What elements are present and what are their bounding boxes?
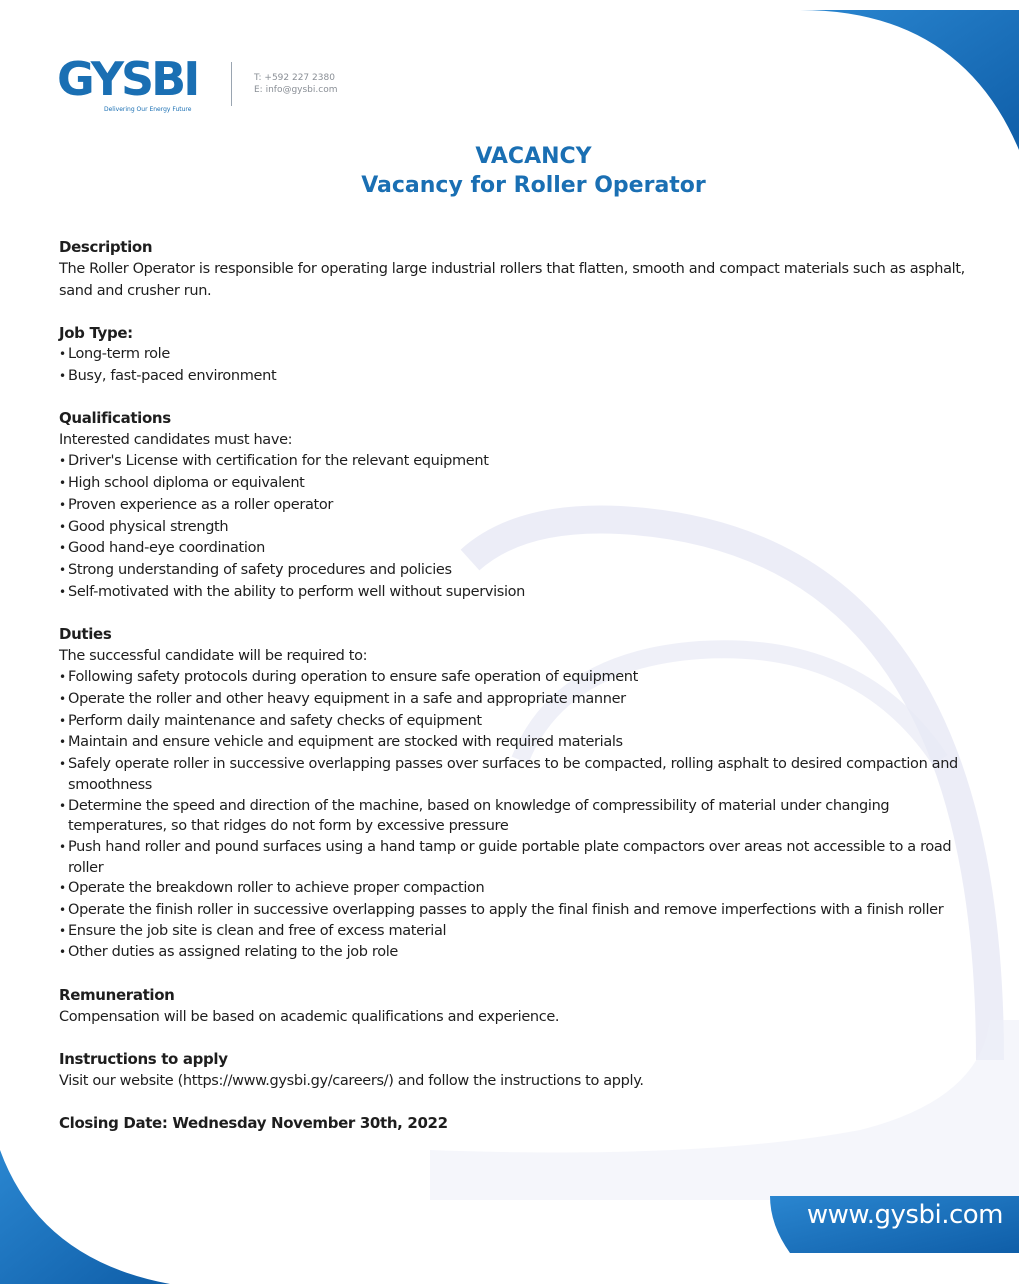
duties-list <box>59 667 989 964</box>
list-item: • High school diploma or equivalent <box>59 473 989 495</box>
list-item: • Push hand roller and pound surfaces using a hand tamp or guide portable plate compactors over areas not accessible to a road roller <box>59 837 989 878</box>
description-section <box>59 236 989 302</box>
phone-number: T: +592 227 2380 <box>254 73 335 83</box>
title-block <box>0 143 1019 201</box>
logo-tagline: Delivering Our Energy Future <box>104 106 192 113</box>
vacancy-content <box>59 236 989 1134</box>
qualifications-section <box>59 407 989 603</box>
job-type-heading: Job Type: <box>59 324 133 342</box>
remuneration-section <box>59 984 989 1028</box>
instructions-text: Visit our website (https://www.gysbi.gy/careers/) and follow the instructions to apply. <box>59 1073 644 1090</box>
logo-text: GYSBI <box>57 52 198 106</box>
instructions-heading: Instructions to apply <box>59 1050 228 1069</box>
duties-intro: The successful candidate will be required to: <box>59 648 368 665</box>
list-item: • Perform daily maintenance and safety checks of equipment <box>59 711 989 733</box>
bottom-left-corner <box>0 1150 170 1284</box>
description-heading: Description <box>59 238 153 256</box>
list-item: • Determine the speed and direction of the machine, based on knowledge of compressibility of material under changing temperatures, so that ridges do not form by excessive pressure <box>59 796 989 837</box>
list-item: • Following safety protocols during operation to ensure safe operation of equipment <box>59 667 989 689</box>
list-item: • Ensure the job site is clean and free of excess material <box>59 921 989 943</box>
top-right-swoosh <box>800 10 1019 150</box>
gysbi-logo <box>57 52 217 120</box>
email-address: E: info@gysbi.com <box>254 85 338 95</box>
list-item: • Safely operate roller in successive overlapping passes over surfaces to be compacted, rolling asphalt to desired compaction and smoothness <box>59 754 989 795</box>
qualifications-list <box>59 451 989 603</box>
list-item: • Maintain and ensure vehicle and equipment are stocked with required materials <box>59 732 989 754</box>
list-item: • Self-motivated with the ability to perform well without supervision <box>59 582 989 604</box>
list-item: • Long-term role <box>59 344 989 366</box>
description-text: The Roller Operator is responsible for operating large industrial rollers that flatten, smooth and compact materials such as asphalt, sand and crusher run. <box>59 261 965 299</box>
list-item: • Proven experience as a roller operator <box>59 495 989 517</box>
instructions-section <box>59 1048 989 1092</box>
list-item: • Operate the roller and other heavy equipment in a safe and appropriate manner <box>59 689 989 711</box>
list-item: • Good hand-eye coordination <box>59 538 989 560</box>
header-divider <box>231 62 232 106</box>
list-item: • Operate the finish roller in successive overlapping passes to apply the final finish and remove imperfections with a finish roller <box>59 900 989 921</box>
list-item: • Other duties as assigned relating to the job role <box>59 942 989 964</box>
job-type-list <box>59 344 989 387</box>
remuneration-text: Compensation will be based on academic qualifications and experience. <box>59 1009 560 1026</box>
vacancy-subtitle: Vacancy for Roller Operator <box>361 173 706 198</box>
duties-heading: Duties <box>59 625 112 644</box>
vacancy-title: VACANCY <box>475 144 592 169</box>
list-item: • Driver's License with certification for the relevant equipment <box>59 451 989 473</box>
job-type-section <box>59 322 989 387</box>
list-item: • Operate the breakdown roller to achieve proper compaction <box>59 878 989 900</box>
qualifications-intro: Interested candidates must have: <box>59 432 293 449</box>
qualifications-heading: Qualifications <box>59 409 171 428</box>
contact-info <box>254 72 337 96</box>
remuneration-heading: Remuneration <box>59 986 175 1005</box>
website-link[interactable]: www.gysbi.com <box>806 1200 1003 1230</box>
closing-date: Closing Date: Wednesday November 30th, 2022 <box>59 1114 448 1133</box>
duties-section <box>59 623 989 964</box>
list-item: • Strong understanding of safety procedures and policies <box>59 560 989 582</box>
list-item: • Busy, fast-paced environment <box>59 366 989 388</box>
list-item: • Good physical strength <box>59 517 989 539</box>
